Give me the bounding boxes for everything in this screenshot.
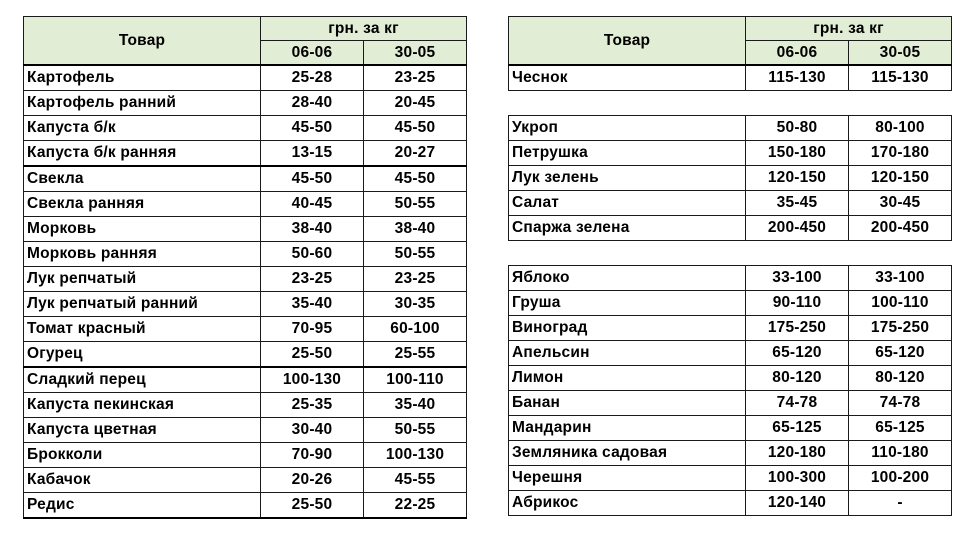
table-row	[24, 367, 467, 393]
table-row	[509, 166, 952, 191]
price-30-05-cell: 30-35	[364, 292, 467, 317]
product-name-cell: Земляника садовая	[509, 441, 746, 466]
product-name-cell: Морковь ранняя	[24, 242, 261, 267]
table-row	[509, 416, 952, 441]
product-name-cell: Свекла	[24, 166, 261, 192]
price-30-05-cell: 50-55	[364, 242, 467, 267]
product-name-cell: Лук репчатый ранний	[24, 292, 261, 317]
table-row	[509, 366, 952, 391]
price-30-05-cell: 45-50	[364, 116, 467, 141]
table-row	[24, 493, 467, 519]
product-name-cell: Капуста цветная	[24, 418, 261, 443]
product-name-cell: Виноград	[509, 316, 746, 341]
price-30-05-cell: 110-180	[849, 441, 952, 466]
table-row	[509, 466, 952, 491]
price-30-05-cell: -	[849, 491, 952, 516]
date-column-header-2: 30-05	[849, 41, 952, 66]
price-30-05-cell: 50-55	[364, 418, 467, 443]
price-06-06-cell: 120-140	[746, 491, 849, 516]
date-column-header-2: 30-05	[364, 41, 467, 66]
product-name-cell: Брокколи	[24, 443, 261, 468]
price-06-06-cell: 45-50	[261, 166, 364, 192]
price-06-06-cell: 25-35	[261, 393, 364, 418]
table-row	[24, 116, 467, 141]
price-06-06-cell: 150-180	[746, 141, 849, 166]
price-30-05-cell: 20-27	[364, 141, 467, 167]
table-row	[24, 217, 467, 242]
price-06-06-cell: 100-300	[746, 466, 849, 491]
product-name-cell: Апельсин	[509, 341, 746, 366]
product-name-cell: Картофель ранний	[24, 91, 261, 116]
spacer-cell	[509, 91, 952, 116]
table-header	[509, 17, 952, 66]
table-row	[509, 391, 952, 416]
price-30-05-cell: 100-110	[849, 291, 952, 316]
price-30-05-cell: 100-130	[364, 443, 467, 468]
price-06-06-cell: 80-120	[746, 366, 849, 391]
product-name-cell: Кабачок	[24, 468, 261, 493]
product-name-cell: Сладкий перец	[24, 367, 261, 393]
price-30-05-cell: 38-40	[364, 217, 467, 242]
price-06-06-cell: 50-80	[746, 116, 849, 141]
price-30-05-cell: 80-120	[849, 366, 952, 391]
unit-column-header: грн. за кг	[261, 17, 467, 41]
vegetable-price-table	[23, 16, 467, 519]
price-06-06-cell: 175-250	[746, 316, 849, 341]
product-name-cell: Спаржа зелена	[509, 216, 746, 241]
price-06-06-cell: 33-100	[746, 266, 849, 291]
table-row	[509, 65, 952, 91]
price-30-05-cell: 120-150	[849, 166, 952, 191]
table-row	[509, 441, 952, 466]
product-name-cell: Огурец	[24, 342, 261, 368]
table-row	[24, 242, 467, 267]
table-row	[509, 491, 952, 516]
table-row	[509, 291, 952, 316]
product-name-cell: Томат красный	[24, 317, 261, 342]
product-name-cell: Чеснок	[509, 65, 746, 91]
price-06-06-cell: 65-120	[746, 341, 849, 366]
price-06-06-cell: 28-40	[261, 91, 364, 116]
price-30-05-cell: 170-180	[849, 141, 952, 166]
price-06-06-cell: 200-450	[746, 216, 849, 241]
price-30-05-cell: 100-200	[849, 466, 952, 491]
product-name-cell: Мандарин	[509, 416, 746, 441]
table-row	[24, 393, 467, 418]
product-name-cell: Лук зелень	[509, 166, 746, 191]
price-06-06-cell: 45-50	[261, 116, 364, 141]
table-row	[24, 267, 467, 292]
product-name-cell: Абрикос	[509, 491, 746, 516]
price-06-06-cell: 50-60	[261, 242, 364, 267]
price-30-05-cell: 65-120	[849, 341, 952, 366]
table-row	[24, 342, 467, 368]
product-name-cell: Капуста пекинская	[24, 393, 261, 418]
product-name-cell: Морковь	[24, 217, 261, 242]
table-row	[24, 468, 467, 493]
group-spacer	[509, 91, 952, 116]
garlic-greens-fruit-price-table	[508, 16, 952, 516]
price-30-05-cell: 23-25	[364, 65, 467, 91]
product-name-cell: Укроп	[509, 116, 746, 141]
product-column-header: Товар	[509, 17, 746, 66]
table-row	[509, 341, 952, 366]
price-06-06-cell: 38-40	[261, 217, 364, 242]
price-06-06-cell: 120-150	[746, 166, 849, 191]
price-30-05-cell: 80-100	[849, 116, 952, 141]
price-30-05-cell: 35-40	[364, 393, 467, 418]
price-06-06-cell: 100-130	[261, 367, 364, 393]
price-30-05-cell: 23-25	[364, 267, 467, 292]
price-06-06-cell: 25-28	[261, 65, 364, 91]
product-name-cell: Свекла ранняя	[24, 192, 261, 217]
price-30-05-cell: 60-100	[364, 317, 467, 342]
table-row	[24, 418, 467, 443]
product-name-cell: Петрушка	[509, 141, 746, 166]
product-column-header: Товар	[24, 17, 261, 66]
unit-column-header: грн. за кг	[746, 17, 952, 41]
product-name-cell: Яблоко	[509, 266, 746, 291]
product-name-cell: Лук репчатый	[24, 267, 261, 292]
table-row	[24, 141, 467, 167]
price-06-06-cell: 120-180	[746, 441, 849, 466]
product-name-cell: Черешня	[509, 466, 746, 491]
product-name-cell: Картофель	[24, 65, 261, 91]
product-name-cell: Салат	[509, 191, 746, 216]
product-name-cell: Редис	[24, 493, 261, 519]
price-06-06-cell: 70-90	[261, 443, 364, 468]
price-06-06-cell: 115-130	[746, 65, 849, 91]
product-name-cell: Капуста б/к ранняя	[24, 141, 261, 167]
table-row	[24, 292, 467, 317]
price-06-06-cell: 35-40	[261, 292, 364, 317]
price-30-05-cell: 22-25	[364, 493, 467, 519]
price-30-05-cell: 33-100	[849, 266, 952, 291]
price-06-06-cell: 70-95	[261, 317, 364, 342]
price-30-05-cell: 45-50	[364, 166, 467, 192]
table-body	[24, 65, 467, 518]
table-row	[509, 316, 952, 341]
price-30-05-cell: 50-55	[364, 192, 467, 217]
table-row	[24, 166, 467, 192]
table-row	[509, 116, 952, 141]
table-row	[509, 141, 952, 166]
table-row	[24, 317, 467, 342]
product-name-cell: Груша	[509, 291, 746, 316]
date-column-header-1: 06-06	[261, 41, 364, 66]
table-row	[24, 443, 467, 468]
price-30-05-cell: 115-130	[849, 65, 952, 91]
price-06-06-cell: 25-50	[261, 342, 364, 368]
price-06-06-cell: 90-110	[746, 291, 849, 316]
product-name-cell: Банан	[509, 391, 746, 416]
group-spacer	[509, 241, 952, 266]
price-30-05-cell: 65-125	[849, 416, 952, 441]
price-06-06-cell: 30-40	[261, 418, 364, 443]
price-30-05-cell: 20-45	[364, 91, 467, 116]
product-name-cell: Лимон	[509, 366, 746, 391]
product-name-cell: Капуста б/к	[24, 116, 261, 141]
date-column-header-1: 06-06	[746, 41, 849, 66]
price-06-06-cell: 74-78	[746, 391, 849, 416]
price-06-06-cell: 25-50	[261, 493, 364, 519]
price-30-05-cell: 30-45	[849, 191, 952, 216]
table-row	[509, 191, 952, 216]
price-06-06-cell: 23-25	[261, 267, 364, 292]
table-row	[24, 65, 467, 91]
price-30-05-cell: 45-55	[364, 468, 467, 493]
table-row	[24, 192, 467, 217]
price-30-05-cell: 200-450	[849, 216, 952, 241]
table-row	[24, 91, 467, 116]
table-body	[509, 65, 952, 516]
price-30-05-cell: 74-78	[849, 391, 952, 416]
price-06-06-cell: 40-45	[261, 192, 364, 217]
price-30-05-cell: 175-250	[849, 316, 952, 341]
table-header	[24, 17, 467, 66]
table-row	[509, 266, 952, 291]
price-06-06-cell: 65-125	[746, 416, 849, 441]
price-06-06-cell: 13-15	[261, 141, 364, 167]
price-30-05-cell: 25-55	[364, 342, 467, 368]
table-row	[509, 216, 952, 241]
spacer-cell	[509, 241, 952, 266]
price-30-05-cell: 100-110	[364, 367, 467, 393]
price-06-06-cell: 20-26	[261, 468, 364, 493]
price-06-06-cell: 35-45	[746, 191, 849, 216]
